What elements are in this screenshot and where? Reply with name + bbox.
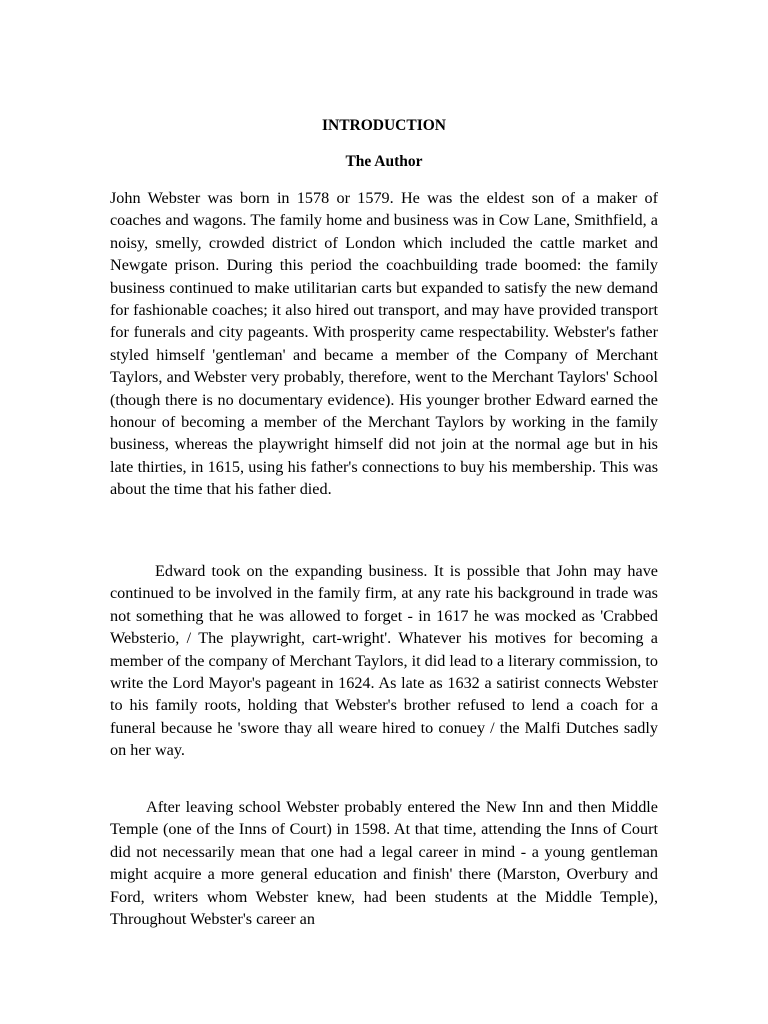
section-subheading: The Author (345, 153, 423, 170)
page-heading: INTRODUCTION (321, 117, 446, 134)
paragraph-block-1 (110, 187, 658, 501)
paragraph-3: After leaving school Webster probably entered the New Inn and then Middle Temple (one of the Inns of Court) in 1598. At that time, attending the Inns of Court did not necessarily mean that one had a legal career in mind - a young gentleman might acquire a more general education and finish' there (Marston, Overbury and Ford, writers whom Webster knew, had been students at the Middle Temple), Throughout Webster's career an (110, 798, 658, 929)
paragraph-2: Edward took on the expanding business. It is possible that John may have continued to be involved in the family firm, at any rate his background in trade was not something that he was allowed to forget - in 1617 he was mocked as 'Crabbed Websterio, / The playwright, cart-wright'. Whatever his motives for becoming a member of the company of Merchant Taylors, it did lead to a literary commission, to write the Lord Mayor's pageant in 1624. As late as 1632 a satirist connects Webster to his family roots, holding that Webster's brother refused to lend a coach for a funeral because he 'swore thay all weare hired to conuey / the Malfi Dutches sadly on her way. (110, 562, 658, 760)
paragraph-block-3 (110, 796, 658, 930)
paragraph-1: John Webster was born in 1578 or 1579. He was the eldest son of a maker of coaches and wagons. The family home and business was in Cow Lane, Smithfield, a noisy, smelly, crowded district of London which included the cattle market and Newgate prison. During this period the coachbuilding trade boomed: the family business continued to make utilitarian carts but expanded to satisfy the new demand for fashionable coaches; it also hired out transport, and may have provided transport for funerals and city pageants. With prosperity came respectability. Webster's father styled himself 'gentleman' and became a member of the Company of Merchant Taylors, and Webster very probably, therefore, went to the Merchant Taylors' School (though there is no documentary evidence). His younger brother Edward earned the honour of becoming a member of the Merchant Taylors by working in the family business, whereas the playwright himself did not join at the normal age but in his late thirties, in 1615, using his father's connections to buy his membership. This was about the time that his father died. (110, 189, 658, 499)
paragraph-block-2 (110, 560, 658, 762)
